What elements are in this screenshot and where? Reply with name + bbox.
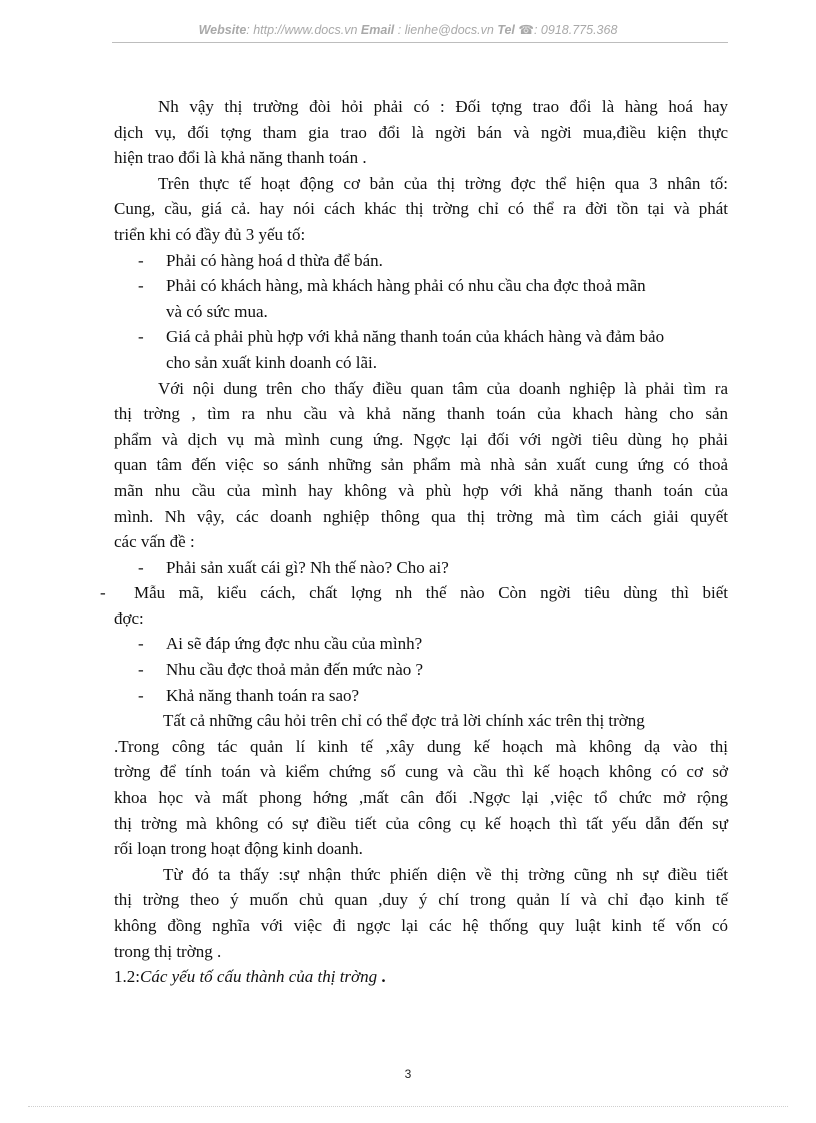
paragraph-line: đợc: <box>114 608 144 628</box>
paragraph-line: không đồng nghĩa với việc đi ngợc lại các hệ thống quy luật kinh tế vốn có <box>114 916 728 935</box>
paragraph-line: Với nội dung trên cho thấy điều quan tâm của doanh nghiệp là phải tìm ra <box>158 378 728 398</box>
bullet-dash: - <box>138 660 144 680</box>
paragraph-line: Nh vậy thị trường đòi hỏi phải có : Đối tợng trao đổi là hàng hoá hay <box>158 97 728 116</box>
paragraph-line: Trên thực tế hoạt động cơ bản của thị trờng đợc thể hiện qua 3 nhân tố: <box>158 173 728 193</box>
paragraph-line: khoa học và mất phong hớng ,mất cân đối .Ngợc lại ,việc tổ chức mở rộng <box>114 788 728 808</box>
section-number: 1.2: <box>114 967 140 987</box>
paragraph-line: thị trờng theo ý muốn chủ quan ,duy ý chí trong quản lí và chỉ đạo kinh tế <box>114 890 728 910</box>
paragraph-line: thị trờng , tìm ra nhu cầu và khả năng thanh toán của khach hàng cho sản <box>114 404 728 424</box>
page-number: 3 <box>404 1067 412 1081</box>
bullet-dash: - <box>138 276 144 296</box>
paragraph-line: Tất cả những câu hỏi trên chỉ có thể đợc trả lời chính xác trên thị trờng <box>163 711 645 731</box>
list-item <box>114 631 728 657</box>
list-item-text: Ai sẽ đáp ứng đợc nhu cầu của mình? <box>166 634 423 654</box>
page-header <box>0 22 816 37</box>
paragraph-line: trong thị trờng . <box>114 941 222 961</box>
phone-icon: ☎ <box>518 23 534 37</box>
list-item <box>114 273 728 299</box>
section-title: Các yếu tố cấu thành của thị trờng <box>139 967 378 987</box>
list-item-text: Phải sản xuất cái gì? Nh thế nào? Cho ai? <box>166 557 449 577</box>
paragraph-line: phẩm và dịch vụ mà mình cung ứng. Ngợc lại đối với ngời tiêu dùng họ phải <box>114 429 728 449</box>
bullet-dash: - <box>138 634 144 654</box>
list-item-text: Nhu cầu đợc thoả mản đến mức nào ? <box>166 660 424 680</box>
bullet-dash: - <box>100 583 106 603</box>
section-period: . <box>381 967 386 987</box>
bullet-dash: - <box>138 557 144 577</box>
paragraph-line: .Trong công tác quản lí kinh tế ,xây dung kế hoạch mà không dạ vào thị <box>114 736 728 756</box>
header-divider <box>112 42 728 43</box>
list-item-text: Phải có hàng hoá d thừa để bán. <box>166 250 383 270</box>
paragraph-line: thị trờng mà không có sự điều tiết của công cụ kế hoạch thì tất yếu dẫn đến sự <box>114 813 728 833</box>
tel-label: Tel <box>497 23 515 37</box>
paragraph-line: triển khi có đầy đủ 3 yếu tố: <box>114 224 306 244</box>
list-item-continuation: và có sức mua. <box>166 301 268 321</box>
paragraph-line: rối loạn trong hoạt động kinh doanh. <box>114 839 363 859</box>
list-item-text: Giá cả phải phù hợp với khả năng thanh toán của khách hàng và đảm bảo <box>166 327 665 347</box>
paragraph-line: Cung, cầu, giá cả. hay nói cách khác thị trờng chỉ có thể ra đời tồn tại và phát <box>114 199 728 219</box>
paragraph-line: trờng để tính toán và kiểm chứng số cung và cầu thì kế hoạch không có cơ sở <box>114 762 728 782</box>
list-item <box>114 657 728 683</box>
list-item <box>114 248 728 274</box>
paragraph-line: Từ đó ta thấy :sự nhận thức phiến diện về thị trờng cũng nh sự điều tiết <box>163 864 728 884</box>
phone-number: : 0918.775.368 <box>533 23 618 37</box>
list-item <box>100 580 728 606</box>
list-item <box>114 683 728 709</box>
footer-divider <box>28 1106 788 1107</box>
bullet-dash: - <box>138 250 144 270</box>
bullet-dash: - <box>138 327 144 347</box>
list-item-text: Phải có khách hàng, mà khách hàng phải có nhu cầu cha đợc thoả mãn <box>166 276 646 296</box>
list-item-text: Mẫu mã, kiểu cách, chất lợng nh thế nào Còn ngời tiêu dùng thì biết <box>134 583 728 603</box>
paragraph-line: dịch vụ, đối tợng tham gia trao đổi là ngời bán và ngời mua,điều kiện thực <box>114 122 728 142</box>
list-item <box>114 324 728 350</box>
section-heading <box>114 964 728 990</box>
paragraph-line: các vấn đề : <box>114 532 195 552</box>
paragraph-line: mình. Nh vậy, các doanh nghiệp thông qua thị trờng mà tìm cách giải quyết <box>114 506 728 526</box>
list-item-continuation: cho sản xuất kinh doanh có lãi. <box>166 352 378 372</box>
paragraph-line: hiện trao đổi là khả năng thanh toán . <box>114 148 367 168</box>
email-label: Email <box>360 23 395 37</box>
bullet-dash: - <box>138 685 144 705</box>
website-label: Website <box>198 23 247 37</box>
email-address: : lienhe@docs.vn <box>394 23 498 37</box>
list-item-text: Khả năng thanh toán ra sao? <box>166 685 360 705</box>
paragraph-line: mãn nhu cầu của mình hay không và phù hợp với khả năng thanh toán của <box>114 480 728 500</box>
website-url: : http://www.docs.vn <box>246 23 361 37</box>
document-body <box>100 94 728 990</box>
list-item <box>114 555 728 581</box>
paragraph-line: quan tâm đến việc so sánh những sản phẩm mà nhà sản xuất cung ứng có thoả <box>114 455 728 475</box>
